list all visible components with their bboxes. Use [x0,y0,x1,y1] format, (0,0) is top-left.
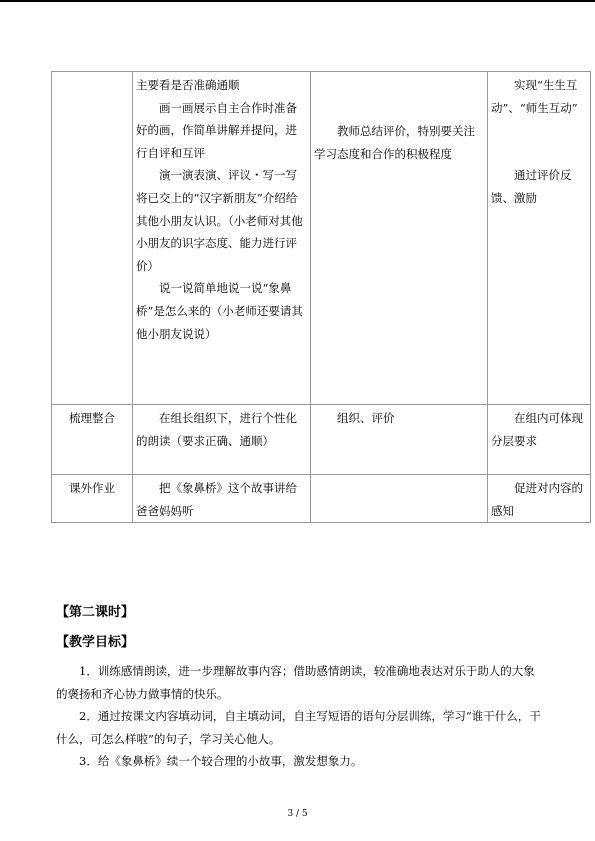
purpose-text: 促进对内容的感知 [491,481,583,518]
row2-label: 梳理整合 [52,405,133,475]
row1-col1 [52,72,133,405]
row3-activities [133,475,311,523]
purpose-text: 在组内可体现分层要求 [491,411,583,448]
row2-teacher [311,405,488,475]
purpose-text: 通过评价反馈、激励 [491,168,572,205]
table-row [52,405,591,475]
teacher-text: 组织、评价 [337,411,395,425]
section-title: 【第二课时】 [56,605,135,620]
activity-text: 主要看是否准确通顺 [136,78,240,92]
page-number: 3 / 5 [287,809,308,819]
teacher-text: 教师总结评价，特别要关注学习态度和合作的积极程度 [314,124,475,161]
row1-teacher [311,72,488,405]
goal-item: 1．训练感情朗读，进一步理解故事内容；借助感情朗读，较准确地表达对乐于助人的大象的褒扬和齐心协力做事情的快乐。 [56,664,535,701]
row3-purpose [488,475,591,523]
activity-text: 画一画展示自主合作时准备好的画，作简单讲解并提问，进行自评和互评 [136,100,297,160]
table-row [52,72,591,405]
activity-text: 演一演表演、评议・写一写将已交上的“汉字新朋友”介绍给其他小朋友认识。（小老师对其他小朋友的识字态度、能力进行评价） [136,168,303,273]
row3-teacher [311,475,488,523]
activity-text: 把《象鼻桥》这个故事讲给爸爸妈妈听 [136,481,297,518]
lesson-plan-table [51,71,591,523]
row1-activities [133,72,311,405]
row2-activities [133,405,311,475]
goal-item: 2．通过按课文内容填动词，自主填动词，自主写短语的语句分层训练，学习“谁干什么，干什么，可怎么样啦”的句子，学习关心他人。 [56,709,541,746]
goals-list [56,660,546,773]
activity-text: 说一说简单地说一说“象鼻桥”是怎么来的（小老师还要请其他小朋友说说） [136,281,303,341]
row2-purpose [488,405,591,475]
activity-text: 在组长组织下，进行个性化的朗读（要求正确、通顺） [136,411,297,448]
header-rule [0,0,595,2]
purpose-text: 实现“生生互动”、“师生互动” [491,78,578,115]
row3-label: 课外作业 [52,475,133,523]
goals-title: 【教学目标】 [56,635,135,650]
table-row [52,475,591,523]
row1-purpose [488,72,591,405]
goal-item: 3．给《象鼻桥》续一个较合理的小故事，激发想象力。 [79,754,363,769]
